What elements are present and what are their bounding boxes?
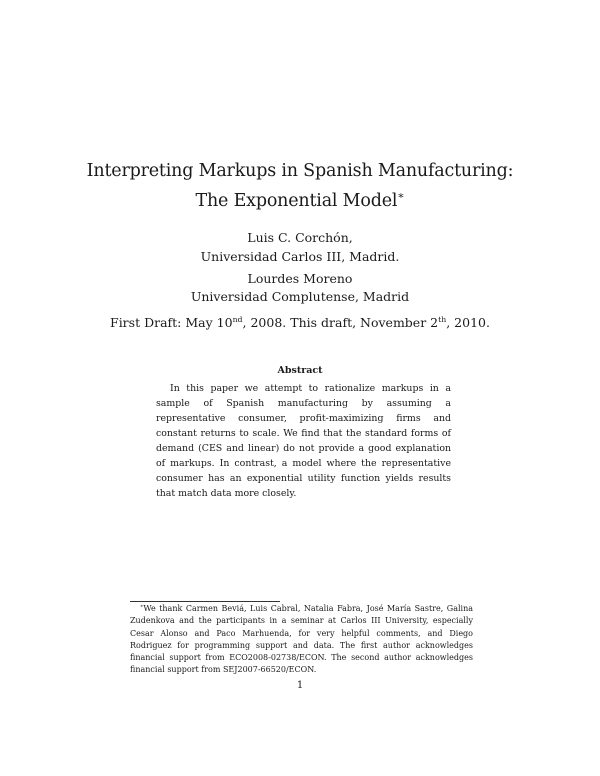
title-footnote-mark: ∗	[397, 189, 405, 203]
author-2-name: Lourdes Moreno	[247, 271, 353, 286]
footnote	[130, 603, 473, 677]
footnote-divider	[130, 601, 280, 602]
author-1-affiliation: Universidad Carlos III, Madrid.	[200, 249, 400, 264]
footnote-mark: ∗	[140, 603, 144, 610]
abstract-body: In this paper we attempt to rationalize markups in a sample of Spanish manufacturing by assuming a representative consumer, profit-maximizing firms and constant returns to scale. We find that the standard forms of demand (CES and linear) do not provide a good explanation of markups. In contrast, a model where the representative consumer has an exponential utility function yields results that match data more closely.	[156, 383, 451, 499]
title-text-2: The Exponential Model	[195, 191, 398, 211]
this-draft-year: , 2010.	[446, 315, 490, 330]
title-line-2	[0, 189, 600, 211]
footnote-text: We thank Carmen Beviá, Luis Cabral, Natalia Fabra, José María Sastre, Galina Zudenkova and the participants in a seminar at Carlos III University, especially Cesar Alonso and Paco Marhuenda, for very helpful comments, and Diego Rodriguez for programming support and data. The first author acknowledges financial support from ECO2008-02738/ECON. The second author acknowledges financial support from SEJ2007-66520/ECON.	[130, 604, 473, 675]
abstract-heading: Abstract	[277, 365, 323, 376]
first-draft-ordinal: nd	[232, 314, 243, 324]
title-text-1: Interpreting Markups in Spanish Manufacturing:	[86, 161, 514, 181]
this-draft-label: This draft, November 2	[290, 315, 439, 330]
author-2-affiliation: Universidad Complutense, Madrid	[190, 289, 410, 304]
first-draft-label: First Draft: May 10	[110, 315, 233, 330]
author-1-name: Luis C. Corchón,	[247, 230, 353, 245]
page-number: 1	[296, 680, 304, 691]
title-line-1	[0, 163, 600, 181]
draft-dates	[0, 314, 600, 330]
this-draft-ordinal: th	[438, 314, 447, 324]
first-draft-year: , 2008.	[242, 315, 287, 330]
